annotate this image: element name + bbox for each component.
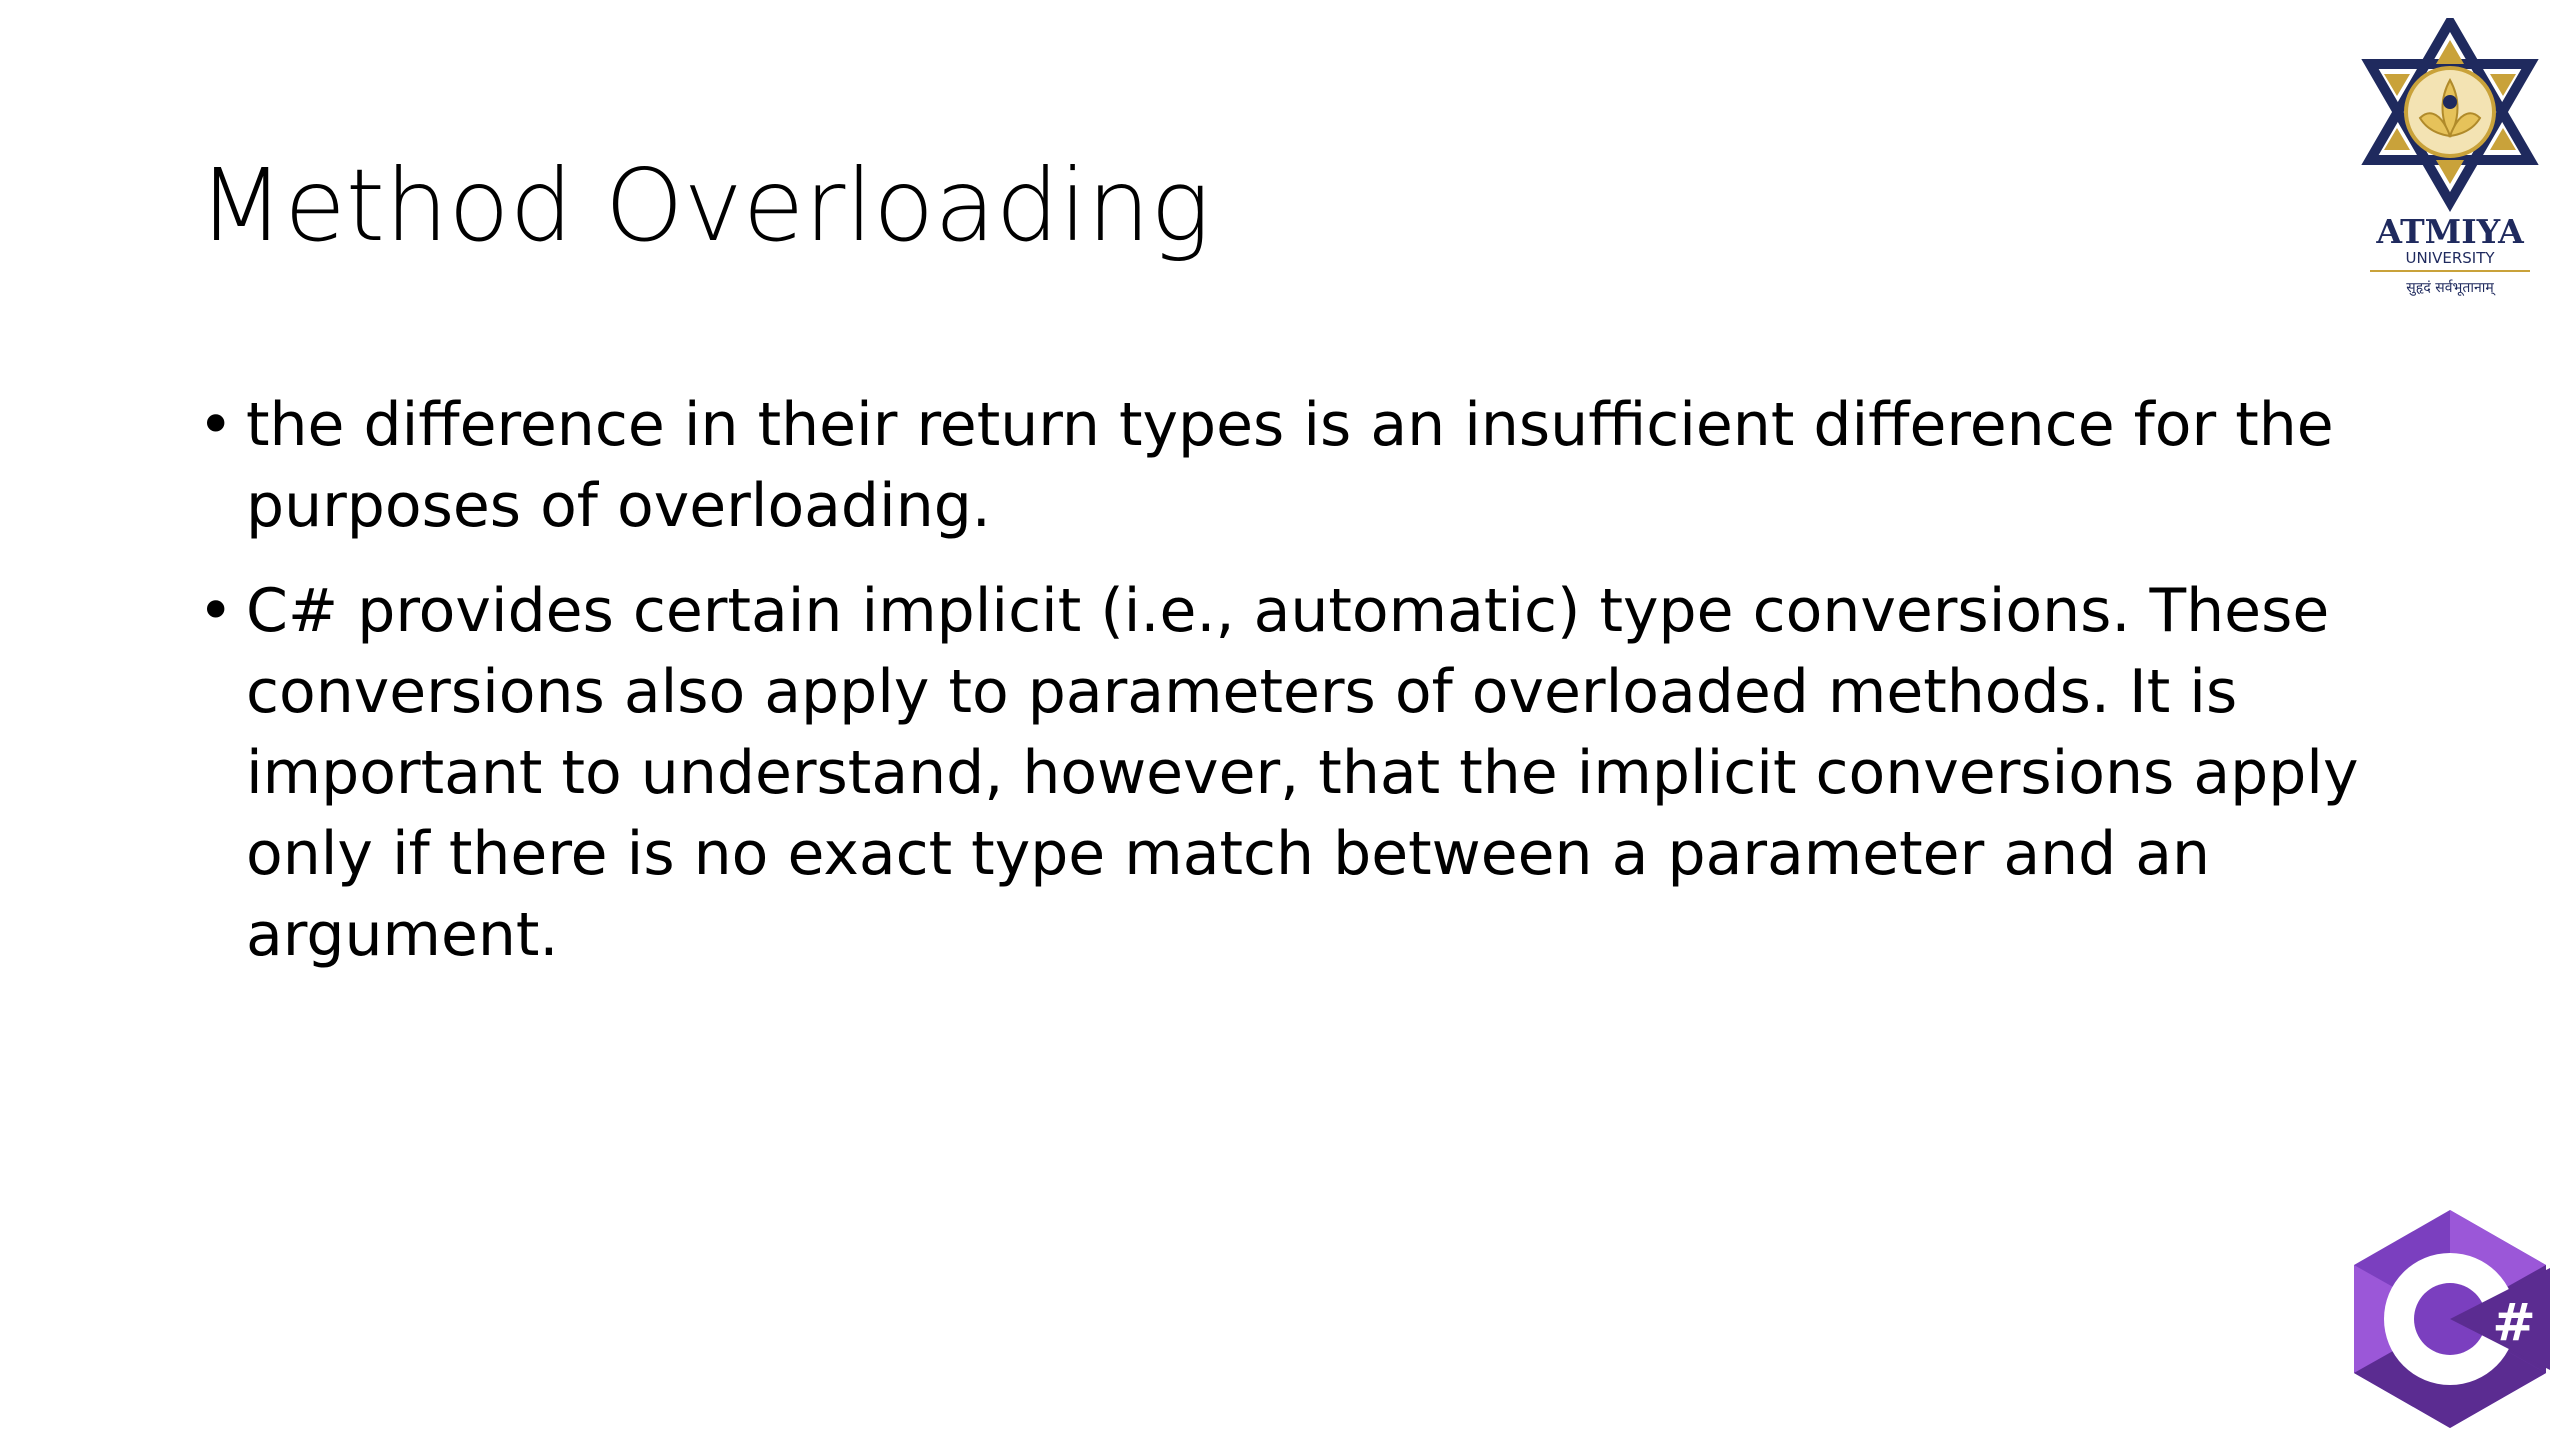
bullet-item-1 [198,385,2398,547]
csharp-symbol: # [2492,1293,2536,1353]
bullet-text-2: C# provides certain implicit (i.e., automatic) type conversions. These conversions also apply to parameters of overloaded methods. It is important to understand, however, that the implicit conversions apply only if there is no exact type match between a parameter and an argument. [246,576,2359,970]
atmiya-subtitle: UNIVERSITY [2405,249,2495,267]
atmiya-motto: सुहृदं सर्वभूतानाम् [2406,280,2494,296]
bullet-item-2 [198,571,2398,976]
bullet-text-1: the difference in their return types is an insufficient difference for the purposes of overloading. [246,390,2334,541]
bullet-dot-icon: • [198,390,234,460]
atmiya-university-logo-icon [2360,18,2540,303]
csharp-logo-icon [2350,1208,2550,1430]
bullet-list [198,385,2398,1000]
atmiya-name: ATMIYA [2376,212,2524,251]
bullet-dot-icon: • [198,576,234,646]
slide-title: Method Overloading [198,147,1211,264]
